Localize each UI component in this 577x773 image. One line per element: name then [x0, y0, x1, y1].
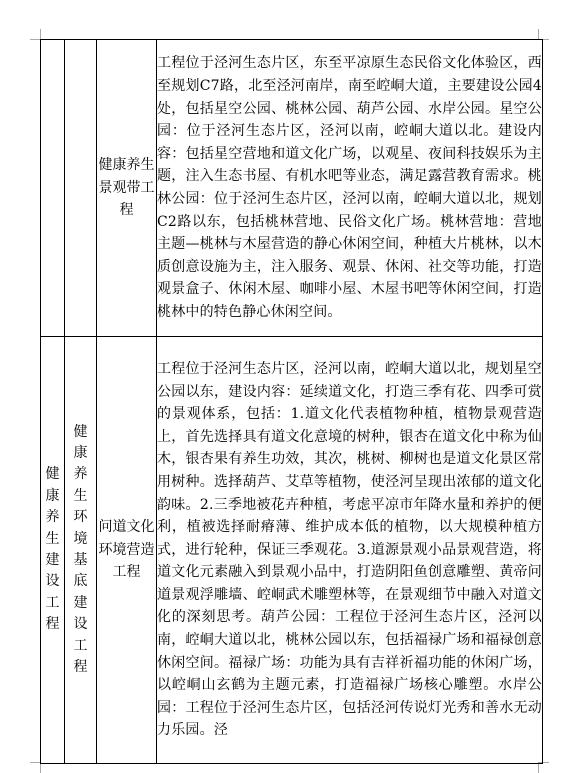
project-name-cell	[97, 337, 157, 764]
subcategory-cell	[65, 40, 97, 337]
subcategory-cell	[65, 337, 97, 764]
project-content-cell	[157, 337, 543, 764]
subcategory-label: 健康养生环境基底建设工程	[73, 423, 88, 676]
project-table	[40, 39, 543, 764]
table-row	[41, 40, 543, 337]
category-label: 健康养生建设工程	[45, 466, 60, 633]
project-name: 健康养生景观带工程	[98, 157, 155, 219]
project-content: 工程位于泾河生态片区，东至平凉原生态民俗文化体验区，西至规划C7路，北至泾河南岸，南至崆峒大道，主要建设公园4处，包括星空公园、桃林公园、葫芦公园、水岸公园。星空公园：位于泾河生态片区，泾河以南，崆峒大道以北。建设内容：包括星空营地和道文化广场，以观星、夜间科技娱乐为主题，注入生态书屋、有机水吧等业态，满足露营教育需求。桃林公园：位于泾河生态片区，泾河以南，崆峒大道以北，规划C2路以东，包括桃林营地、民俗文化广场。桃林营地：营地主题—桃林与木屋营造的静心休闲空间，种植大片桃林，以木质创意设施为主，注入服务、观景、休闲、社交等功能，打造观景盒子、休闲木屋、咖啡小屋、木屋书吧等休闲空间，打造桃林中的特色静心休闲空间。	[157, 55, 542, 320]
project-name: 问道文化环境营造工程	[98, 519, 155, 581]
project-name-cell	[97, 40, 157, 337]
table-row	[41, 337, 543, 764]
category-cell	[41, 40, 65, 337]
project-content: 工程位于泾河生态片区，泾河以南，崆峒大道以北，规划星空公园以东，建设内容：延续道文化，打造三季有花、四季可赏的景观体系，包括：1.道文化代表植物种植，植物景观营造上，首先选择具有道文化意境的树种，银杏在道文化中称为仙木，银杏果有养生功效，其次，桃树、柳树也是道文化景区常用树种。选择葫芦、艾草等植物，使泾河呈现出浓郁的道文化韵味。2.三季地被花卉种植，考虑平凉市年降水量和养护的便利，植被选择耐瘠薄、维护成本低的植物，以大规模种植方式，进行轮种，保证三季观花。3.道源景观小品景观营造，将道文化元素融入到景观小品中，打造阴阳鱼创意雕塑、黄帝问道景观浮雕墙、崆峒武术雕塑林等，在景观细节中融入对道文化的深刻思考。葫芦公园：工程位于泾河生态片区，泾河以南，崆峒大道以北，桃林公园以东，包括福禄广场和福禄创意休闲空间。福禄广场：功能为具有吉祥祈福功能的休闲广场，以崆峒山玄鹤为主题元素，打造福禄广场核心雕塑。水岸公园：工程位于泾河生态片区，包括泾河传说灯光秀和善水无动力乐园。泾	[157, 360, 542, 739]
project-content-cell	[157, 40, 543, 337]
category-cell	[41, 337, 65, 764]
